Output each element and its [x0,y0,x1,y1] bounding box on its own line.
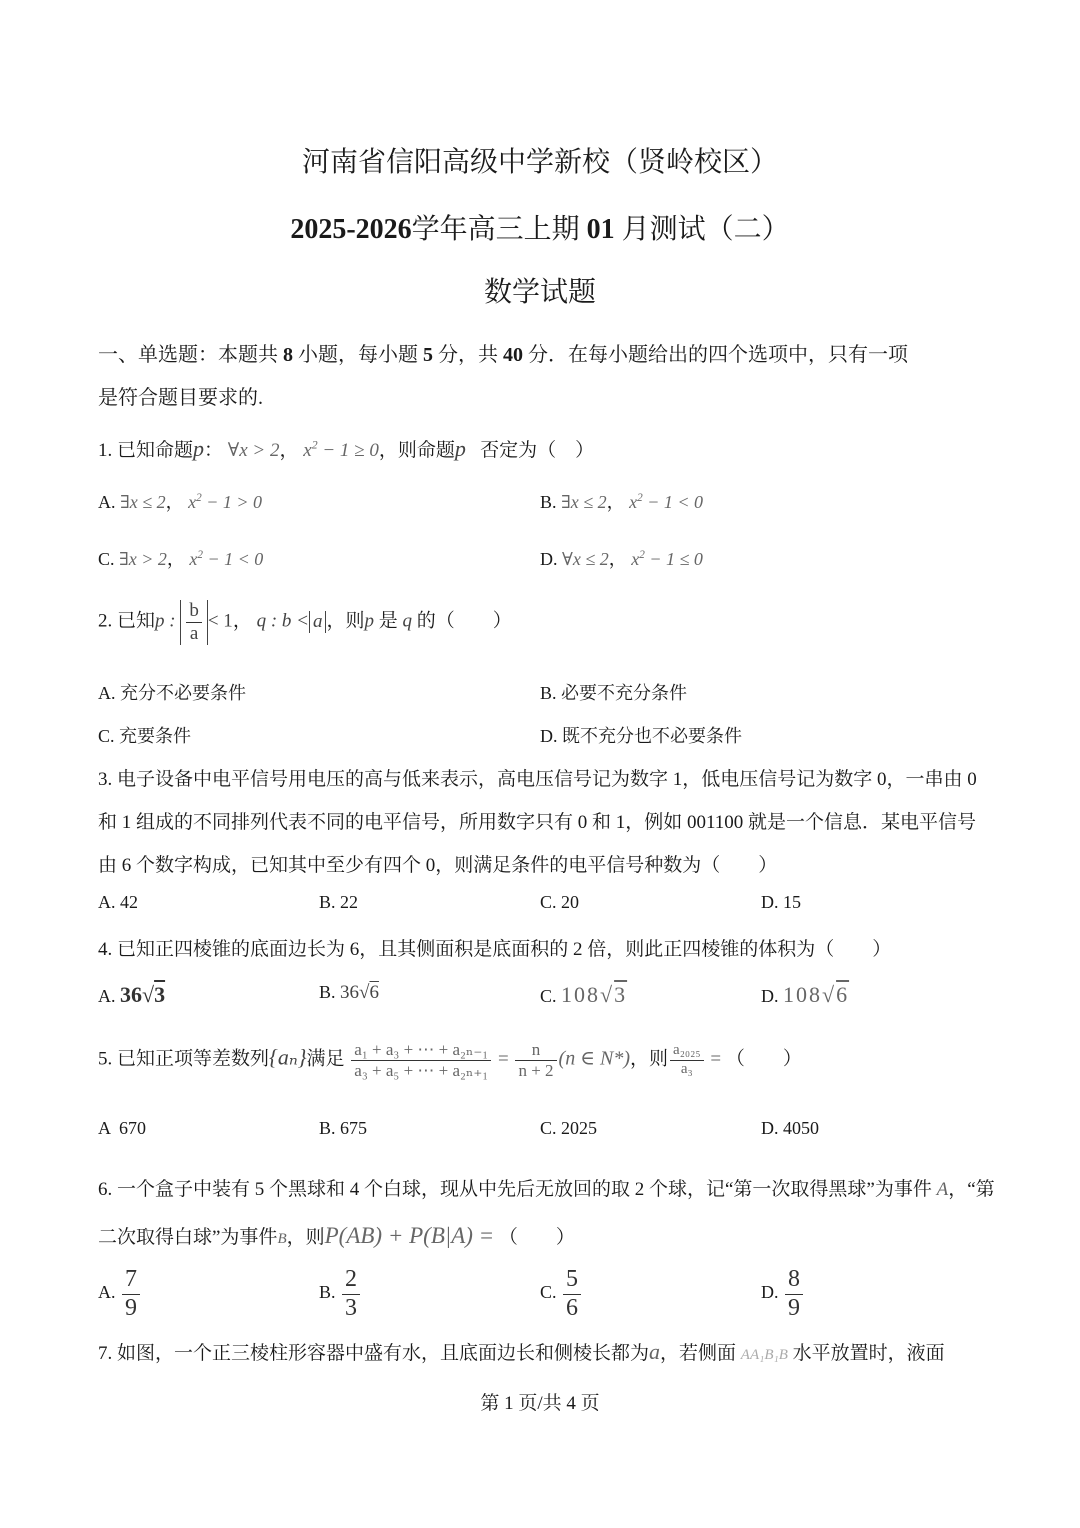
radical-expr [561,982,627,1007]
var-q: q [402,610,413,632]
frac-num: a₂₀₂₅ [670,1042,704,1060]
fraction [122,1266,140,1322]
math-expr [303,440,379,461]
math-rest: − 1 ≤ 0 [644,549,703,569]
option-label: C. [540,986,557,1006]
question-5-option-a[interactable] [98,1118,146,1139]
math-sup: 2 [639,549,645,561]
exam-title [0,207,1080,247]
option-label: A. [98,492,116,512]
question-count: 8 [283,344,293,366]
question-3-option-b[interactable] [319,892,358,913]
option-label: D. [761,1282,779,1303]
stem-text: 已知 [117,610,156,632]
option-text: 充要条件 [119,726,192,746]
question-1-option-d[interactable] [540,545,703,571]
stem-text: 已知正四棱锥的底面边长为 6，且其侧面积是底面积的 2 倍，则此正四棱锥的体积为（ ） [117,939,892,960]
question-1-option-c[interactable] [98,545,263,571]
fraction [342,1266,360,1322]
question-2-option-b[interactable] [540,679,687,705]
math-base: x [629,492,638,512]
var-a: a [649,1339,661,1364]
option-label: D. [540,549,558,569]
school-title: 河南省信阳高级中学新校（贤岭校区） [301,147,778,178]
probability-expr: P(AB) + P(B|A) = [324,1223,495,1248]
section-heading-text: 小题，每小题 [298,344,418,366]
math-expr: ∀x ≤ 2 [562,549,609,569]
stem-text: 是 [378,610,398,632]
stem-text: ， [232,610,252,632]
points-total: 40 [503,344,523,366]
section-heading-text: 分，共 [438,344,498,366]
event-b: B [277,1231,287,1247]
stem-text: 满足 [306,1048,345,1070]
equals: = [497,1048,509,1070]
stem-text: 一个盒子中装有 5 个黑球和 4 个白球，现从中先后无放回的取 2 个球，记“第一次取得黑球”为事件 [117,1179,932,1200]
stem-text: ，则 [630,1048,669,1070]
exam-month: 01 [586,214,615,245]
stem-text: 否定为（ ） [480,440,595,461]
option-label: A [98,1118,111,1138]
abs-value [180,600,208,645]
frac-num: n [515,1040,556,1061]
fraction [186,600,202,645]
sep: ， [165,492,184,512]
option-label: C. [540,1282,557,1303]
radicand: 3 [614,982,628,1007]
stem-text: ，则命题 [378,440,455,461]
option-label: D. [761,892,779,912]
stem-text: 已知正项等差数列 [117,1048,270,1070]
question-3-option-a[interactable] [98,892,138,913]
math-sup: 2 [637,492,643,504]
sqrt-symbol: √ [822,982,837,1007]
option-label: A. [98,892,116,912]
math-rest: − 1 < 0 [642,492,704,512]
option-label: A. [98,1282,116,1303]
option-label: B. [319,1118,336,1138]
question-6-option-c[interactable] [540,1266,583,1322]
stem-text: ，若侧面 [660,1343,737,1364]
stem-text: ， [279,440,299,461]
question-6-stem-line1 [98,1174,995,1201]
option-text: 2025 [561,1118,598,1138]
option-text: 42 [120,892,138,912]
question-6-option-d[interactable] [761,1266,805,1322]
question-3-stem-line1 [98,764,977,791]
stem-text: ，则 [286,1227,325,1248]
question-number: 5. [98,1048,113,1070]
stem-text: 电子设备中电平信号用电压的高与低来表示，高电压信号记为数字 1，低电压信号记为数字 0，一串由 0 [117,769,977,790]
question-7-stem-line1 [98,1338,945,1365]
question-3-option-c[interactable] [540,892,579,913]
fraction [351,1040,491,1080]
math-base: x [303,440,312,461]
frac-den: n + 2 [518,1060,554,1080]
section-heading-text: 一、单选题：本题共 [98,344,278,366]
question-number: 1. [98,440,113,461]
question-5-option-c[interactable] [540,1118,597,1139]
question-5-stem [98,1040,802,1080]
question-4-option-a[interactable] [98,982,165,1008]
question-number: 4. [98,939,113,960]
fraction [515,1040,556,1080]
question-number: 2. [98,610,113,632]
math-sup: 2 [311,438,318,452]
option-text: 既不充分也不必要条件 [562,726,742,746]
math-sup: 2 [197,549,203,561]
sequence: {aₙ} [269,1044,307,1070]
question-1-stem [98,435,594,462]
face-label: AA₁B₁B [740,1347,788,1363]
frac-den: a [189,622,199,644]
option-label: D. [761,986,779,1006]
subject-title: 数学试题 [483,277,596,308]
radical-expr [783,982,849,1007]
question-number: 6. [98,1179,113,1200]
option-text: 4050 [783,1118,819,1138]
option-label: A. [98,683,116,703]
math-rest: − 1 ≥ 0 [317,440,379,461]
math-expr: ∃x ≤ 2 [561,492,607,512]
math-rest: − 1 < 0 [203,549,264,569]
stem-text: ，则 [326,610,365,632]
question-1-option-a[interactable] [98,488,262,514]
equals: = [710,1048,722,1070]
option-label: C. [540,892,557,912]
math-expr [629,492,703,512]
option-label: C. [540,1118,557,1138]
option-text: 充分不必要条件 [120,683,246,703]
frac-num: a₁ + a₃ + ⋯ + a₂ₙ₋₁ [351,1040,491,1061]
math-base: x [631,549,640,569]
question-5-option-b[interactable] [319,1118,367,1139]
abs-value: a [309,611,327,633]
math-expr [631,549,703,569]
option-label: B. [319,892,336,912]
option-text: 670 [119,1118,147,1138]
math-expr: < 1 [207,610,233,632]
var-p: p [364,610,374,632]
sep: ， [606,492,625,512]
frac-num: 5 [563,1266,581,1295]
question-6-stem-line2 [98,1222,575,1249]
stem-text: （ ） [725,1048,802,1070]
option-text: 15 [783,892,801,912]
sqrt-symbol: √ [142,982,155,1007]
math-expr [189,549,263,569]
question-5-option-d[interactable] [761,1118,819,1139]
points-each: 5 [423,344,433,366]
option-label: C. [98,726,115,746]
sep: ， [166,549,185,569]
var-p: p [193,436,205,461]
section-heading-line2: 是符合题目要求的. [98,387,263,409]
radicand: 3 [154,982,166,1007]
option-text: 22 [340,892,359,912]
question-2-option-a[interactable] [98,679,246,705]
question-3-stem-line2: 和 1 组成的不同排列代表不同的电平信号，所用数字只有 0 和 1，例如 001100 就是一个信息．某电平信号 [98,812,977,833]
math-expr: p : [155,610,176,632]
math-expr: ∃x > 2 [119,549,167,569]
option-label: B. [319,982,336,1002]
frac-num: b [186,600,202,623]
coef: 36 [120,982,142,1007]
option-label: B. [540,492,557,512]
exam-year: 2025-2026 [290,214,412,245]
exam-title-tail: 月测试（二） [621,214,790,245]
question-3-option-d[interactable] [761,892,801,913]
section-heading-text: 分．在每小题给出的四个选项中，只有一项 [528,344,908,366]
math-expr: q : b < [256,610,309,632]
section-heading [98,338,908,367]
option-label: C. [98,549,115,569]
var-p: p [454,436,466,461]
stem-text: ： [204,440,224,461]
math-base: x [189,549,198,569]
event-a: A [936,1179,949,1200]
fraction [785,1266,803,1322]
coef: 36 [340,982,360,1003]
frac-num: 2 [342,1266,360,1295]
stem-text: 已知命题 [117,440,194,461]
frac-den: 3 [345,1294,358,1321]
sqrt-symbol: √ [359,982,370,1003]
question-6-option-b[interactable] [319,1266,362,1322]
frac-num: 8 [785,1266,803,1295]
option-text: 20 [561,892,580,912]
stem-text: 的（ ） [416,610,512,632]
stem-text: ，“第 [948,1179,995,1200]
coef: 108 [561,982,601,1007]
radicand: 6 [369,982,379,1003]
question-4-stem [98,934,891,961]
question-4-option-b[interactable] [319,982,379,1004]
option-label: D. [761,1118,779,1138]
math-expr: ∀x > 2 [227,440,280,461]
frac-den: 9 [788,1294,800,1321]
question-1-option-b[interactable] [540,488,703,514]
frac-den: a₃ [680,1060,693,1077]
frac-den: a₃ + a₅ + ⋯ + a₂ₙ₊₁ [354,1060,489,1080]
question-4-option-d[interactable] [761,982,849,1008]
fraction [670,1042,704,1078]
frac-num: 7 [122,1266,140,1295]
stem-text: 二次取得白球”为事件 [98,1227,278,1248]
stem-text: 如图，一个正三棱柱形容器中盛有水，且底面边长和侧棱长都为 [117,1343,650,1364]
option-label: D. [540,726,558,746]
frac-den: 6 [566,1294,579,1321]
coef: 108 [783,982,822,1007]
radicand: 6 [836,982,850,1007]
math-expr: ∃x ≤ 2 [120,492,166,512]
radical-expr [340,982,379,1003]
question-3-stem-line3: 由 6 个数字构成，已知其中至少有四个 0，则满足条件的电平信号种数为（ ） [98,855,778,876]
question-2-option-c[interactable] [98,722,191,748]
question-2-option-d[interactable] [540,722,742,748]
stem-text: 水平放置时，液面 [792,1343,945,1364]
condition: (n ∈ N*) [558,1047,631,1070]
question-6-option-a[interactable] [98,1266,142,1322]
math-sup: 2 [196,492,202,504]
option-label: B. [540,683,557,703]
stem-text: （ ） [498,1227,575,1248]
question-2-stem [98,600,512,645]
math-base: x [188,492,197,512]
math-rest: − 1 > 0 [201,492,263,512]
exam-title-mid: 学年高三上期 [411,214,580,245]
fraction [563,1266,581,1322]
question-number: 7. [98,1343,113,1364]
option-text: 必要不充分条件 [561,683,688,703]
radical-expr [120,982,165,1007]
question-4-option-c[interactable] [540,982,627,1008]
question-number: 3. [98,769,113,790]
sep: ， [608,549,627,569]
option-label: A. [98,986,116,1006]
frac-den: 9 [125,1294,137,1321]
option-text: 675 [340,1118,368,1138]
option-label: B. [319,1282,336,1303]
sqrt-symbol: √ [600,982,615,1007]
math-expr [188,492,262,512]
page-number: 第 1 页/共 4 页 [480,1393,600,1414]
